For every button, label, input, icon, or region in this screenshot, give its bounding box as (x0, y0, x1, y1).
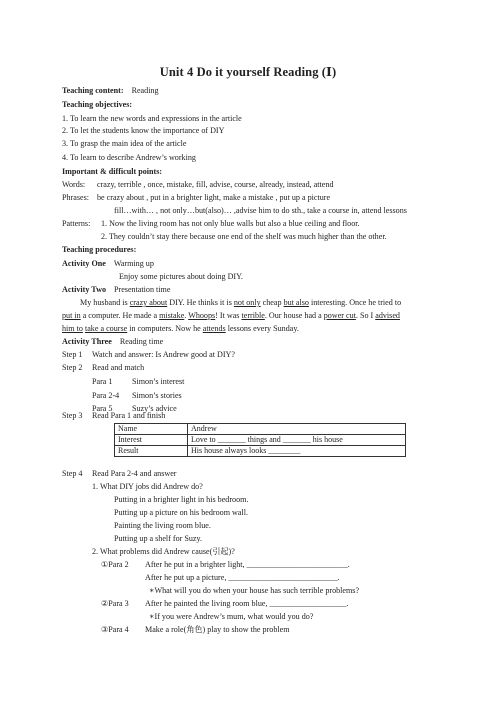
passage-text: DIY. He thinks it is (167, 298, 234, 307)
activity-one-label: Activity One (62, 259, 106, 268)
words-label: Words: (62, 180, 86, 189)
passage-text: ! It was (215, 311, 242, 320)
step-4-label: Step 4 (62, 469, 83, 478)
para-3-discussion: ∗If you were Andrew’s mum, what would you do? (149, 612, 314, 621)
activity-two-title: Presentation time (114, 285, 171, 294)
table-row (115, 435, 406, 446)
pattern-1: 1. Now the living room has not only blue walls but also a blue ceiling and floor. (101, 219, 360, 228)
step-1-text: Watch and answer: Is Andrew good at DIY? (92, 350, 235, 359)
pattern-2: 2. They couldn’t stay there because one end of the shelf was much higher than the other. (101, 232, 387, 241)
step-3-label: Step 3 (62, 411, 83, 420)
phrases-line-2: fill…with… , not only…but(also)… ,advise him to do sth., take a course in, attend lessons (114, 206, 407, 215)
passage-text: . (184, 311, 189, 320)
page-title: Unit 4 Do it yourself Reading (Ⅰ) (159, 65, 337, 79)
teaching-content-label: Teaching content: (62, 86, 124, 95)
teaching-content-line (62, 86, 159, 96)
para-2-blank-1: After he put in a brighter light, _________________________. (145, 560, 350, 569)
passage-keyword: but also (283, 298, 309, 307)
passage-text: interesting. Once he tried to (308, 298, 402, 307)
answer-item: Putting up a picture on his bedroom wall. (114, 508, 248, 517)
match-topic: Simon’s stories (132, 391, 182, 400)
match-topic: Suzy’s advice (132, 404, 177, 413)
passage-text: cheap (260, 298, 284, 307)
passage-keyword: advised (375, 311, 400, 320)
step-3-text: Read Para 1 and finish (92, 411, 166, 420)
passage-keyword: mistake (159, 311, 185, 320)
answer-item: Putting up a shelf for Suzy. (114, 534, 203, 543)
match-para: Para 1 (92, 377, 113, 386)
passage-keyword: put in (62, 311, 81, 320)
passage-keyword: power cut (323, 311, 356, 320)
objectives-heading: Teaching objectives: (62, 100, 133, 109)
activity-two-label: Activity Two (62, 285, 106, 294)
answer-item: Painting the living room blue. (114, 521, 211, 530)
question-2: 2. What problems did Andrew cause(引起)? (92, 547, 235, 556)
table-cell: Name (115, 424, 188, 435)
passage-keyword: take a course (84, 324, 128, 333)
passage-text: . So I (355, 311, 376, 320)
step-2-text: Read and match (92, 363, 145, 372)
para-4-marker: ③Para 4 (101, 625, 129, 634)
para-2-marker: ①Para 2 (101, 560, 129, 569)
passage-text: . Our house had a (264, 311, 324, 320)
step-4-text: Read Para 2-4 and answer (92, 469, 177, 478)
table-row (115, 424, 406, 435)
passage-keyword: crazy about (129, 298, 168, 307)
passage-keyword: not only (233, 298, 261, 307)
andrew-info-table (114, 423, 406, 457)
table-cell: Result (115, 446, 188, 457)
teaching-content-value: Reading (131, 86, 159, 95)
activity-three-line (62, 337, 163, 347)
match-topic: Simon’s interest (132, 377, 185, 386)
table-cell: His house always looks ________ (188, 446, 406, 457)
activity-one-line (62, 259, 154, 269)
words-list: crazy, terrible , once, mistake, fill, advise, course, already, instead, attend (97, 180, 334, 189)
important-points-heading: Important & difficult points: (62, 167, 163, 176)
activity-two-line (62, 285, 170, 295)
table-cell: Interest (115, 435, 188, 446)
objective-item: 4. To learn to describe Andrew’s working (62, 153, 196, 162)
procedures-heading: Teaching procedures: (62, 245, 137, 254)
match-para: Para 2-4 (92, 391, 120, 400)
activity-three-title: Reading time (119, 337, 164, 346)
passage-keyword: Whoops (188, 311, 216, 320)
para-2-discussion: ∗What will you do when your house has such terrible problems? (149, 586, 360, 595)
passage-keyword: attends (202, 324, 226, 333)
passage-keyword: him to (62, 324, 83, 333)
passage-line-1 (80, 298, 401, 308)
match-para: Para 5 (92, 404, 113, 413)
table-row (115, 446, 406, 457)
activity-one-title: Warming up (113, 259, 154, 268)
passage-keyword: terrible (241, 311, 265, 320)
passage-text: a computer. He made a (80, 311, 160, 320)
passage-line-3 (62, 324, 299, 334)
activity-three-label: Activity Three (62, 337, 112, 346)
phrases-label: Phrases: (62, 193, 89, 202)
para-3-blank: After he painted the living room blue, ___________________. (145, 599, 349, 608)
table-cell: Andrew (188, 424, 406, 435)
question-1: 1. What DIY jobs did Andrew do? (92, 482, 203, 491)
phrases-line-1: be crazy about , put in a brighter light, make a mistake , put up a picture (97, 193, 331, 202)
objective-item: 3. To grasp the main idea of the article (62, 139, 187, 148)
step-1-label: Step 1 (62, 350, 83, 359)
table-cell: Love to _______ things and _______ his house (188, 435, 406, 446)
passage-text: My husband is (80, 298, 130, 307)
passage-text: lessons every Sunday. (225, 324, 299, 333)
activity-one-text: Enjoy some pictures about doing DIY. (119, 272, 243, 281)
para-2-blank-2: After he put up a picture, ___________________________. (145, 573, 340, 582)
objective-item: 1. To learn the new words and expressions in the article (62, 114, 242, 123)
passage-line-2 (62, 311, 400, 321)
step-2-label: Step 2 (62, 363, 83, 372)
objective-item: 2. To let the students know the importance of DIY (62, 126, 225, 135)
passage-text: in computers. Now he (127, 324, 203, 333)
answer-item: Putting in a brighter light in his bedroom. (114, 495, 249, 504)
patterns-label: Patterns: (62, 219, 91, 228)
para-3-marker: ②Para 3 (101, 599, 129, 608)
para-4-roleplay: Make a role(角色) play to show the problem (145, 625, 290, 634)
